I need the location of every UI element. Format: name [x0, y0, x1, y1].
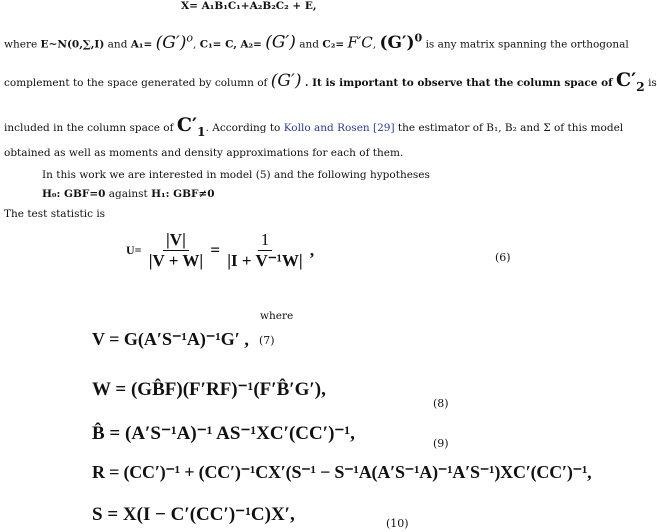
equation-v: V = G(A′S⁻¹A)⁻¹G′ , [92, 329, 249, 349]
eq-number-10: (10) [386, 517, 409, 530]
equation-bhat: B̂ = (A′S⁻¹A)⁻¹ AS⁻¹XC′(CC′)⁻¹, [92, 423, 355, 444]
para1-line1: where E~N(0,∑,I) and $A_1= (G')^o$, C₁= C, A₂= (G′) and C₂= F′C, $(G')^0$ is any matrix spanning the orthogonal [4, 31, 629, 53]
equation-u: U= $\frac{|V|}{|V + W|}$ = $\frac{1}{\text{|I + V⁻¹W|}}$ , [126, 230, 315, 270]
para1-line4: obtained as well as moments and density approximations for each of them. [4, 147, 404, 159]
test-stat-intro: The test statistic is [4, 208, 106, 220]
eq-number-7: (7) [259, 334, 275, 347]
hypotheses: H₀: GBF=0 against H₁: GBF≠0 [42, 188, 215, 200]
para1-line2: complement to the space generated by column of (G′) . It is important to observe that the column space of $C'_2$ is [4, 69, 657, 94]
eq-number-9: (9) [433, 437, 449, 450]
para1-line3: included in the column space of $C'_1$. According to Kollo and Rosen [29] the estimator of B₁, B₂ and Σ of this model [4, 114, 624, 139]
para2: In this work we are interested in model (5) and the following hypotheses [42, 169, 430, 181]
equation-r: R = (CC′)⁻¹ + (CC′)⁻¹CX′(S⁻¹ − S⁻¹A(A′S⁻¹A)⁻¹A′S⁻¹)XC′(CC′)⁻¹, [92, 462, 592, 482]
equation-s: S = X(I − C′(CC′)⁻¹C)X′, [92, 504, 295, 525]
eq-number-8: (8) [433, 397, 449, 410]
citation-link[interactable]: Kollo and Rosen [29] [283, 122, 395, 134]
equation-w: W = (GB̂F)(F′RF)⁻¹(F′B̂′G′), [92, 379, 326, 400]
where-label: where [260, 310, 294, 322]
eq-number-6: (6) [495, 251, 511, 264]
model-equation: X= A₁B₁C₁+A₂B₂C₂ + E, [181, 0, 317, 12]
